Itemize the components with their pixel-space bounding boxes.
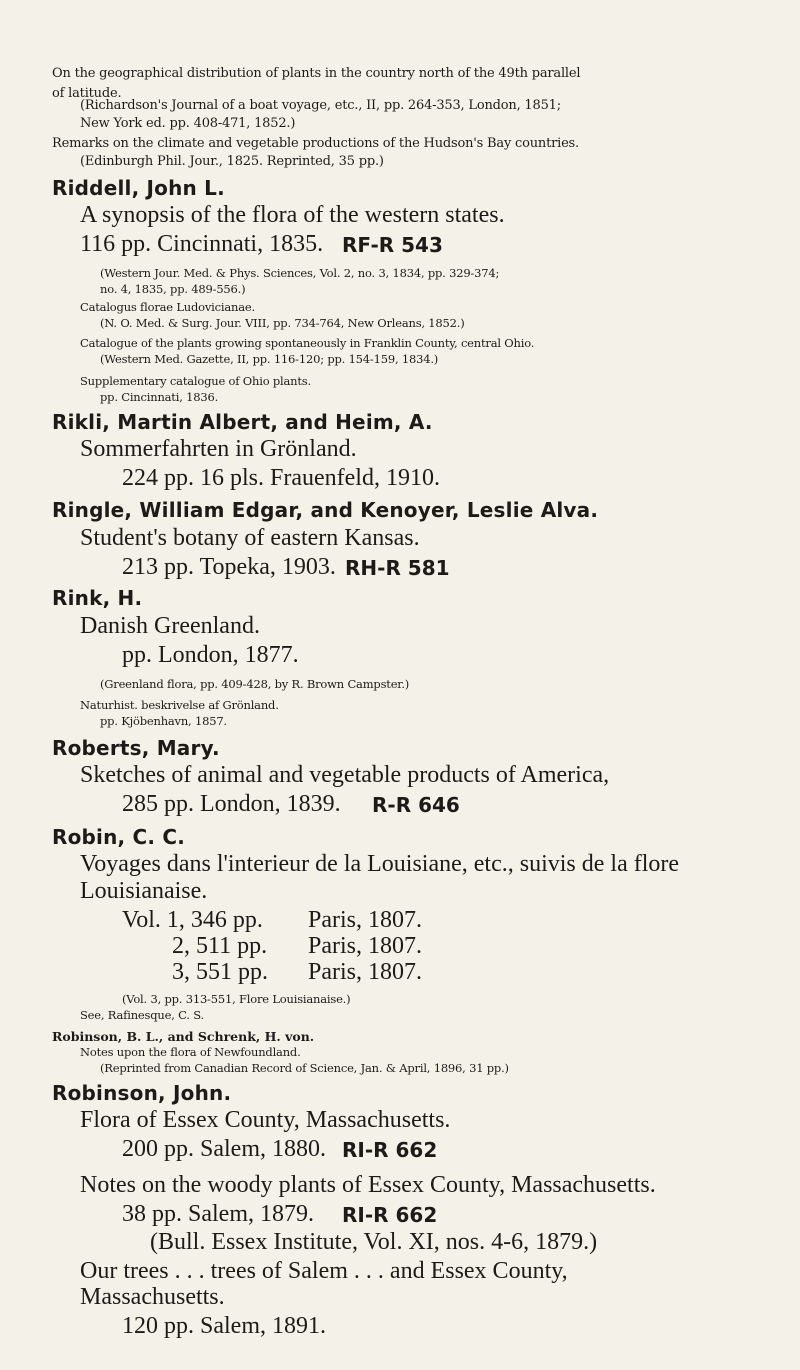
text-line-48: (Reprinted from Canadian Record of Science, Jan. & April, 1896, 31 pp.) [100, 1061, 509, 1075]
text-line-3: New York ed. pp. 408-471, 1852.) [80, 116, 296, 131]
text-line-14: Catalogue of the plants growing spontaneously in Franklin County, central Ohio. [80, 336, 535, 350]
text-line-18: Rikli, Martin Albert, and Heim, A. [52, 410, 433, 434]
text-line-52: RI-R 662 [342, 1138, 438, 1162]
text-line-27: pp. London, 1877. [122, 642, 299, 668]
text-line-39: Paris, 1807. [308, 907, 422, 933]
text-line-55: RI-R 662 [342, 1203, 438, 1227]
text-line-44: (Vol. 3, pp. 313-551, Flore Louisianaise.) [122, 992, 351, 1006]
text-line-24: RH-R 581 [345, 556, 450, 580]
text-line-16: Supplementary catalogue of Ohio plants. [80, 374, 311, 388]
text-line-56: (Bull. Essex Institute, Vol. XI, nos. 4-6, 1879.) [150, 1229, 598, 1255]
text-line-21: Ringle, William Edgar, and Kenoyer, Leslie Alva. [52, 498, 599, 522]
text-line-50: Flora of Essex County, Massachusetts. [80, 1107, 451, 1133]
text-line-58: Massachusetts. [80, 1284, 225, 1310]
text-line-9: RF-R 543 [342, 233, 443, 257]
text-line-2: (Richardson's Journal of a boat voyage, etc., II, pp. 264-353, London, 1851; [80, 98, 561, 113]
text-line-6: Riddell, John L. [52, 176, 225, 200]
text-line-47: Notes upon the flora of Newfoundland. [80, 1045, 301, 1059]
text-line-31: Roberts, Mary. [52, 736, 220, 760]
text-line-7: A synopsis of the flora of the western states. [80, 202, 505, 228]
text-line-1: of latitude. [52, 86, 122, 101]
text-line-26: Danish Greenland. [80, 613, 260, 639]
text-line-28: (Greenland flora, pp. 409-428, by R. Brown Campster.) [100, 677, 410, 691]
text-line-10: (Western Jour. Med. & Phys. Sciences, Vol. 2, no. 3, 1834, pp. 329-374; [100, 266, 500, 280]
text-line-15: (Western Med. Gazette, II, pp. 116-120; pp. 154-159, 1834.) [100, 352, 439, 366]
text-line-43: Paris, 1807. [308, 959, 422, 985]
text-line-32: Sketches of animal and vegetable products of America, [80, 762, 610, 788]
text-line-37: Louisianaise. [80, 878, 208, 904]
text-line-20: 224 pp. 16 pls. Frauenfeld, 1910. [122, 465, 440, 491]
text-line-17: pp. Cincinnati, 1836. [100, 390, 219, 404]
text-line-49: Robinson, John. [52, 1081, 232, 1105]
text-line-33: 285 pp. London, 1839. [122, 791, 341, 817]
text-line-40: 2, 511 pp. [172, 933, 268, 959]
text-line-46: Robinson, B. L., and Schrenk, H. von. [52, 1029, 315, 1044]
text-line-13: (N. O. Med. & Surg. Jour. VIII, pp. 734-764, New Orleans, 1852.) [100, 316, 465, 330]
text-line-29: Naturhist. beskrivelse af Grönland. [80, 698, 279, 712]
text-line-25: Rink, H. [52, 586, 143, 610]
text-line-42: 3, 551 pp. [172, 959, 268, 985]
text-line-35: Robin, C. C. [52, 825, 186, 849]
text-line-22: Student's botany of eastern Kansas. [80, 525, 420, 551]
text-line-4: Remarks on the climate and vegetable productions of the Hudson's Bay countries. [52, 136, 579, 151]
text-line-11: no. 4, 1835, pp. 489-556.) [100, 282, 246, 296]
text-line-53: Notes on the woody plants of Essex County, Massachusetts. [80, 1172, 656, 1198]
text-line-30: pp. Kjöbenhavn, 1857. [100, 714, 227, 728]
text-line-54: 38 pp. Salem, 1879. [122, 1201, 314, 1227]
text-line-36: Voyages dans l'interieur de la Louisiane, etc., suivis de la flore [80, 851, 680, 877]
text-line-23: 213 pp. Topeka, 1903. [122, 554, 336, 580]
text-line-5: (Edinburgh Phil. Jour., 1825. Reprinted, 35 pp.) [80, 154, 384, 169]
text-line-59: 120 pp. Salem, 1891. [122, 1313, 326, 1339]
text-line-41: Paris, 1807. [308, 933, 422, 959]
text-line-12: Catalogus florae Ludovicianae. [80, 300, 255, 314]
text-line-34: R-R 646 [372, 793, 460, 817]
text-line-38: Vol. 1, 346 pp. [122, 907, 263, 933]
text-line-57: Our trees . . . trees of Salem . . . and Essex County, [80, 1258, 568, 1284]
text-line-19: Sommerfahrten in Grönland. [80, 436, 357, 462]
text-line-0: On the geographical distribution of plants in the country north of the 49th parallel [52, 66, 581, 81]
text-line-45: See, Rafinesque, C. S. [80, 1008, 204, 1022]
text-line-8: 116 pp. Cincinnati, 1835. [80, 231, 324, 257]
text-line-51: 200 pp. Salem, 1880. [122, 1136, 326, 1162]
